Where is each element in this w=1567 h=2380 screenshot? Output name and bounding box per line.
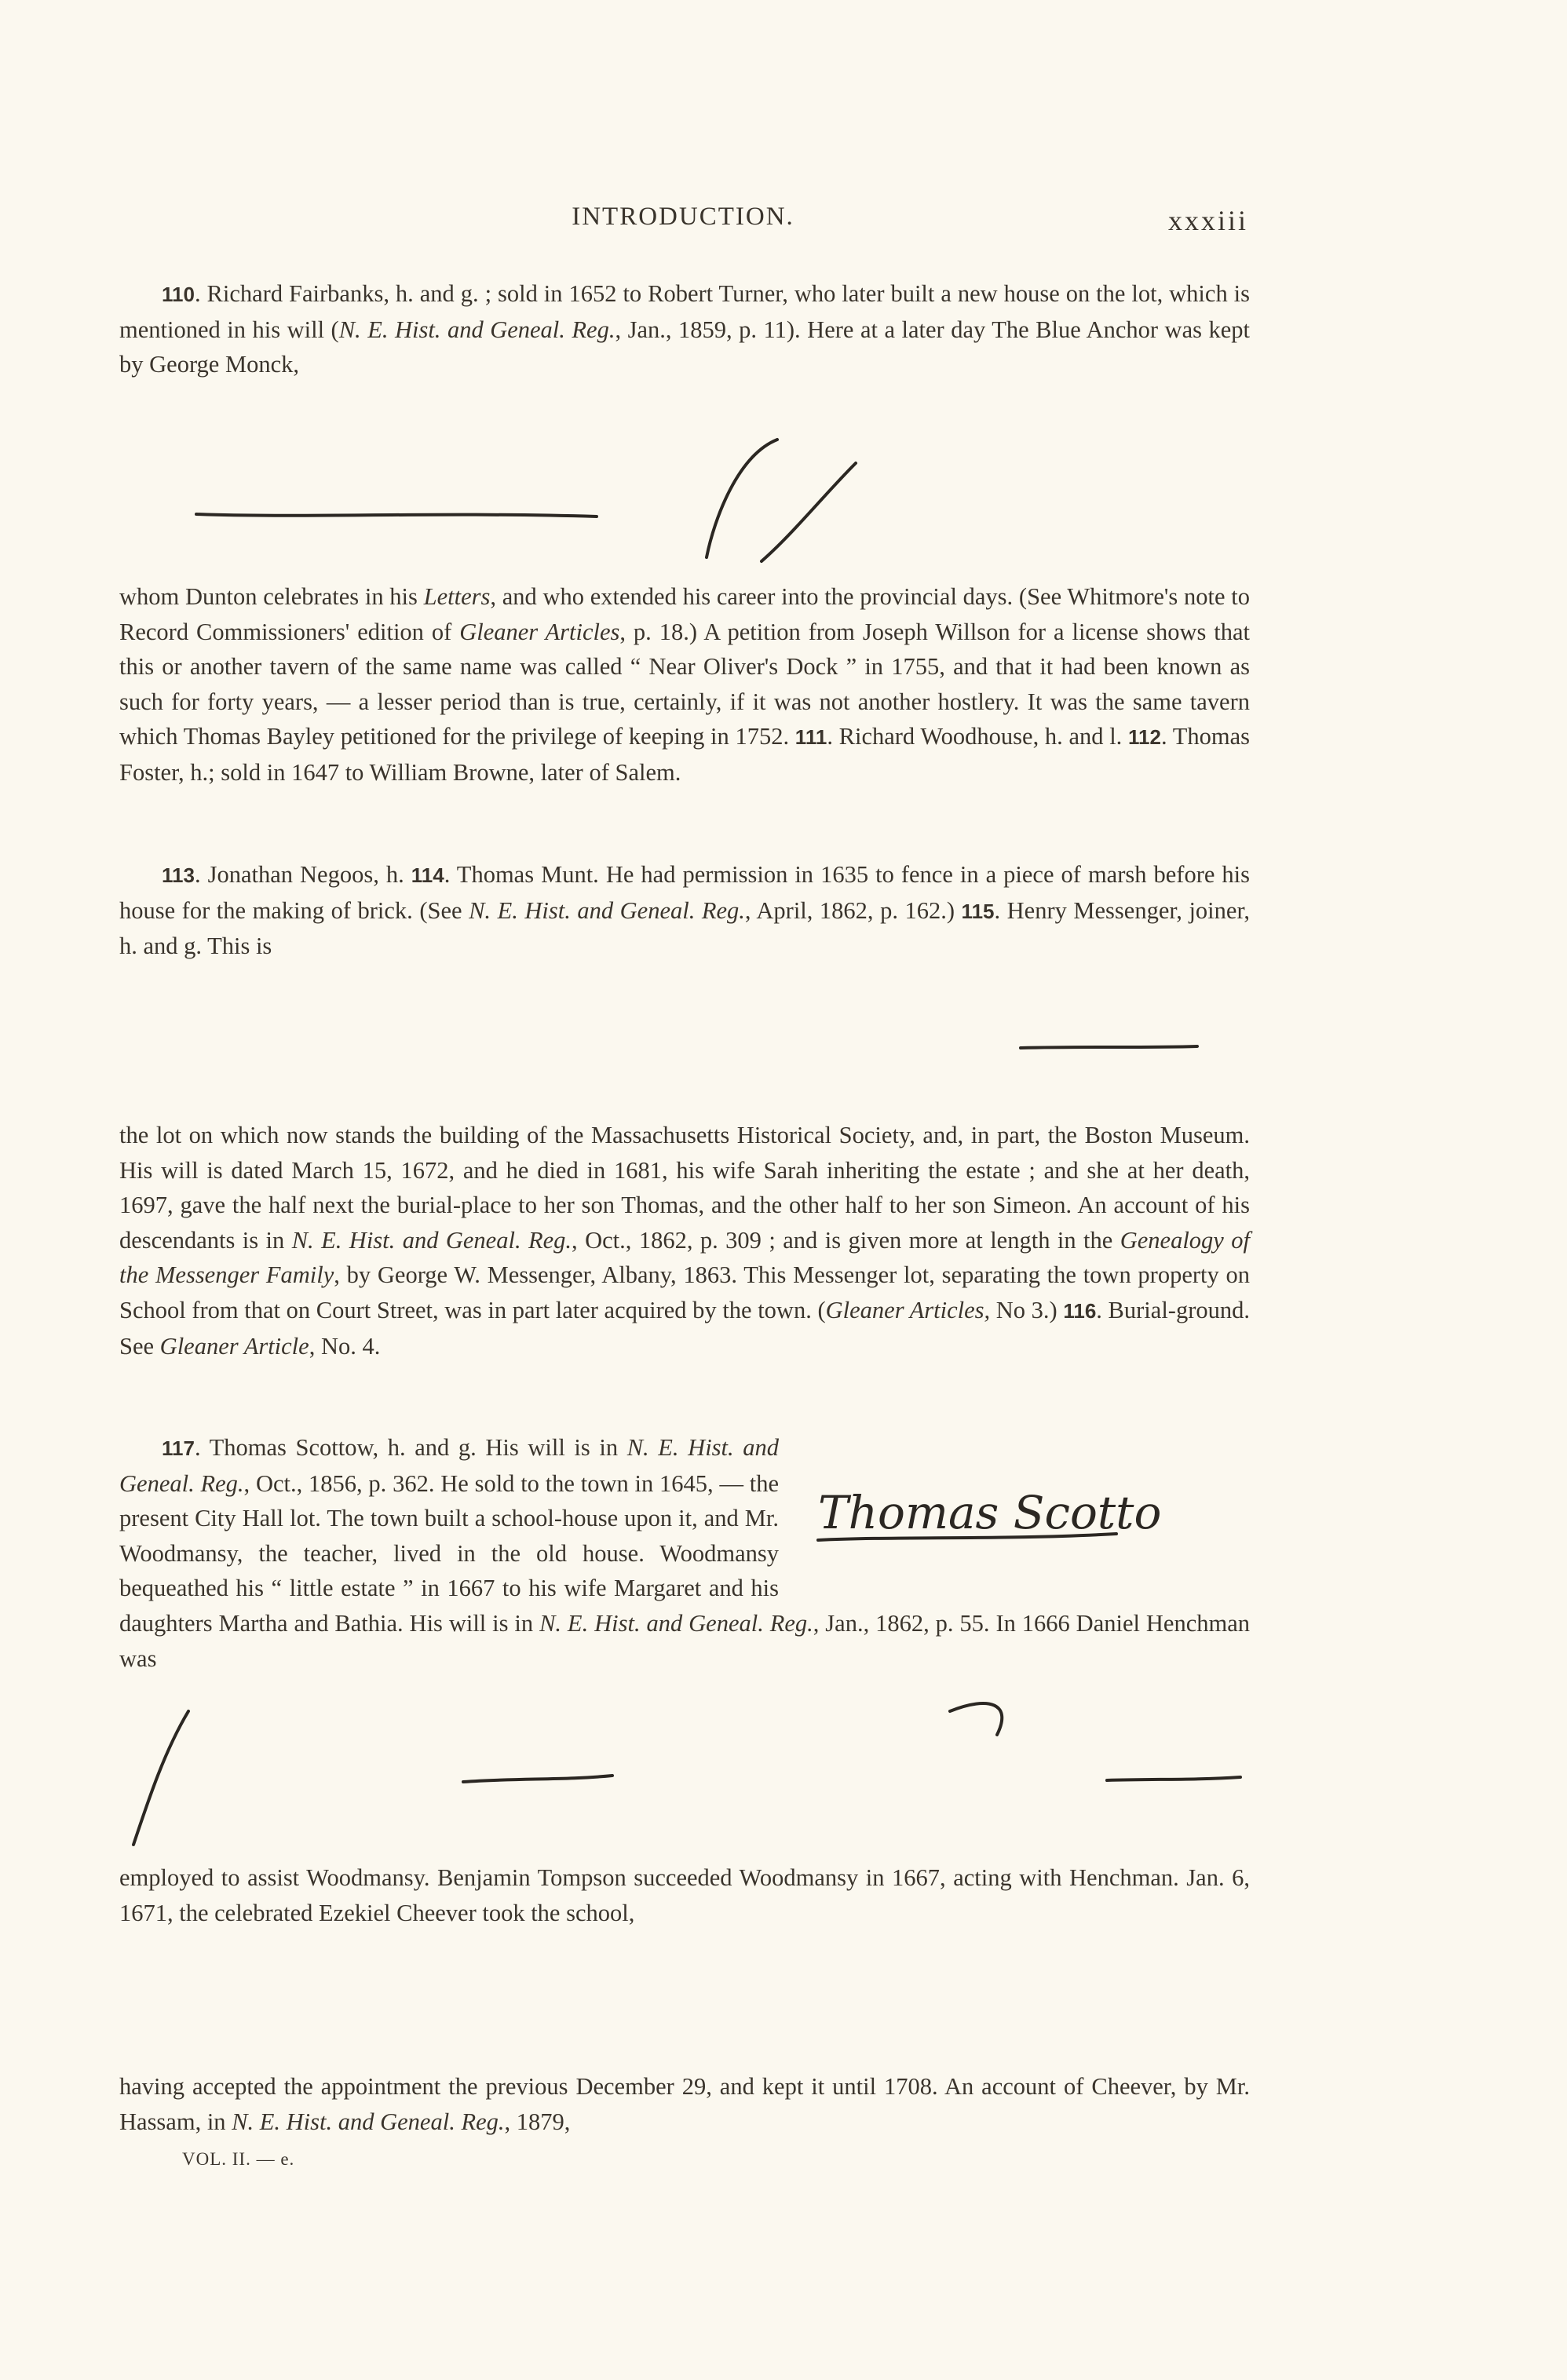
text-run: employed to assist Woodmansy. Benjamin Tompson succeeded Woodmansy in 1667, acting with Henchman. Jan. 6, 1671, the celebrated Ezekiel Cheever took the school, xyxy=(119,1864,1250,1926)
text-run: . Richard Fairbanks, h. and g. ; sold in 1652 to Robert Turner, who later built a new house on the lot, which is mentioned in his will ( xyxy=(119,280,1250,343)
text-run: . Thomas Foster, h.; sold in 1647 to William Browne, later of Salem. xyxy=(119,723,1250,786)
citation: N. E. Hist. and Geneal. Reg. xyxy=(539,1609,813,1637)
lot-number: 116 xyxy=(1063,1298,1097,1323)
citation: N. E. Hist. and Geneal. Reg. xyxy=(338,316,615,343)
signature-text: Henchman. xyxy=(220,1982,540,2046)
citation: Genealogy of the Messenger Family xyxy=(119,1226,1250,1289)
citation: Gleaner Articles xyxy=(459,618,620,645)
citation: N. E. Hist. and Geneal. Reg. xyxy=(291,1226,572,1254)
paragraph-110-continued xyxy=(119,579,1250,790)
text-run: , 1879, xyxy=(504,2108,571,2135)
text-run: , Jan., 1859, p. 11). Here at a later day The Blue Anchor was kept by George Monck, xyxy=(119,316,1250,378)
signature-text: Thomas Scotto xyxy=(818,1486,1162,1539)
text-run: , Jan., 1862, p. 55. In 1666 Daniel Henchman was xyxy=(119,1609,1250,1672)
text-run: , by George W. Messenger, Albany, 1863. This Messenger lot, separating the town property on School from that on Court Street, was in part later acquired by the town. ( xyxy=(119,1261,1250,1323)
page-number: xxxiii xyxy=(1167,205,1248,236)
paragraph-113 xyxy=(119,857,1250,964)
text-run: , p. 18.) A petition from Joseph Willson for a license shows that this or another tavern of the same name was called “ Near Oliver's Dock ” in 1755, and that it had been known as such for forty years, — a lesser period than is true, certainly, if it was not another hostlery. It was the same tavern which Thomas Bayley petitioned for the privilege of keeping in 1752. xyxy=(119,618,1250,750)
text-run: . Thomas Munt. He had permission in 1635 to fence in a piece of marsh before his house for the making of brick. (See xyxy=(119,861,1251,924)
text-run: . Jonathan Negoos, h. xyxy=(194,861,411,888)
text-run: the lot on which now stands the building of the Massachusetts Historical Society, and, in part, the Boston Museum. His will is dated March 15, 1672, and he died in 1681, his wife Sarah inheriting the estate ; and she at her death, 1697, gave the half next the burial-place to her son Thomas, and the other half to her son Simeon. An account of his descendants is in xyxy=(119,1122,1250,1254)
lot-number: 111 xyxy=(794,725,827,750)
paragraph-117-continued xyxy=(119,1860,1250,1930)
signature-mark: VOL. II. — e. xyxy=(182,2149,295,2169)
citation: N. E. Hist. and Geneal. Reg. xyxy=(232,2108,505,2135)
signature-text: Jonathan Negus xyxy=(220,1017,488,1056)
signature-text: Benj. Tompson xyxy=(636,1732,999,1790)
signature-text: George Monck xyxy=(730,447,1082,502)
signature-text: Ezekiel Cheever xyxy=(754,1997,1116,2048)
citation: Gleaner Articles, xyxy=(825,1296,991,1323)
citation: N. E. Hist. and Geneal. Reg. xyxy=(469,896,745,924)
citation: N. E. Hist. and Geneal. Reg. xyxy=(119,1434,779,1497)
signature-benjamin-tompson xyxy=(620,1688,1248,1837)
lot-number: 112 xyxy=(1128,725,1161,750)
text-run: whom Dunton celebrates in his xyxy=(119,583,424,610)
signature-jonathan-negoos xyxy=(220,997,565,1075)
lot-number: 115 xyxy=(961,899,995,923)
paragraph-110 xyxy=(119,276,1250,382)
running-head: INTRODUCTION. xyxy=(572,203,794,231)
lot-number: 117 xyxy=(162,1436,195,1460)
citation: Letters xyxy=(423,583,491,610)
paragraph-115-continued xyxy=(119,1118,1250,1363)
text-run: , Oct., 1856, p. 362. He sold to the town in 1645, — the present City Hall lot. The town built a school-house upon it, and Mr. Woodmansy, the teacher, lived in the old house. Woodmansy bequeathed his “ little estate ” in 1667 to his wife Margaret and his daughters Martha and Bathia. His will is in xyxy=(119,1469,779,1637)
lot-number: 114 xyxy=(411,863,444,887)
signature-ezekiel-cheever xyxy=(754,1982,1225,2068)
text-run: . Richard Woodhouse, h. and l. xyxy=(827,723,1128,750)
signature-robert-turner xyxy=(188,440,628,534)
text-run: , and who extended his career into the provincial days. (See Whitmore's note to Record Commissioners' edition of xyxy=(119,583,1250,645)
signature-text: Henry Messinger xyxy=(620,1006,1021,1059)
lot-number: 110 xyxy=(162,283,195,306)
text-run: , April, 1862, p. 162.) xyxy=(744,896,962,924)
text-run: . Henry Messenger, joiner, h. and g. This is xyxy=(119,896,1251,960)
lot-number: 113 xyxy=(162,863,195,887)
signature-george-monck xyxy=(691,408,1193,565)
text-run: No 3.) xyxy=(990,1296,1064,1323)
signature-henry-messenger xyxy=(612,985,1209,1095)
citation: Gleaner Article xyxy=(159,1332,309,1360)
paragraph-117-final xyxy=(119,2069,1250,2139)
signature-daniel-henchman xyxy=(212,1955,620,2072)
signature-text: Robt Turnor. xyxy=(196,462,480,513)
text-run: . Burial-ground. See xyxy=(119,1296,1250,1360)
signature-text: Jn Woodmansey xyxy=(157,1728,548,1786)
signature-thomas-scottow xyxy=(802,1462,1250,1595)
text-run: . Thomas Scottow, h. and g. His will is in xyxy=(194,1434,627,1461)
signature-john-woodmansy xyxy=(126,1688,628,1845)
paragraph-117 xyxy=(119,1430,1250,1676)
text-run: , No. 4. xyxy=(309,1332,381,1360)
text-run: having accepted the appointment the previous December 29, and kept it until 1708. An account of Cheever, by Mr. Hassam, in xyxy=(119,2073,1250,2135)
page-header xyxy=(118,203,1248,242)
text-run: , Oct., 1862, p. 309 ; and is given more at length in the xyxy=(572,1226,1120,1254)
